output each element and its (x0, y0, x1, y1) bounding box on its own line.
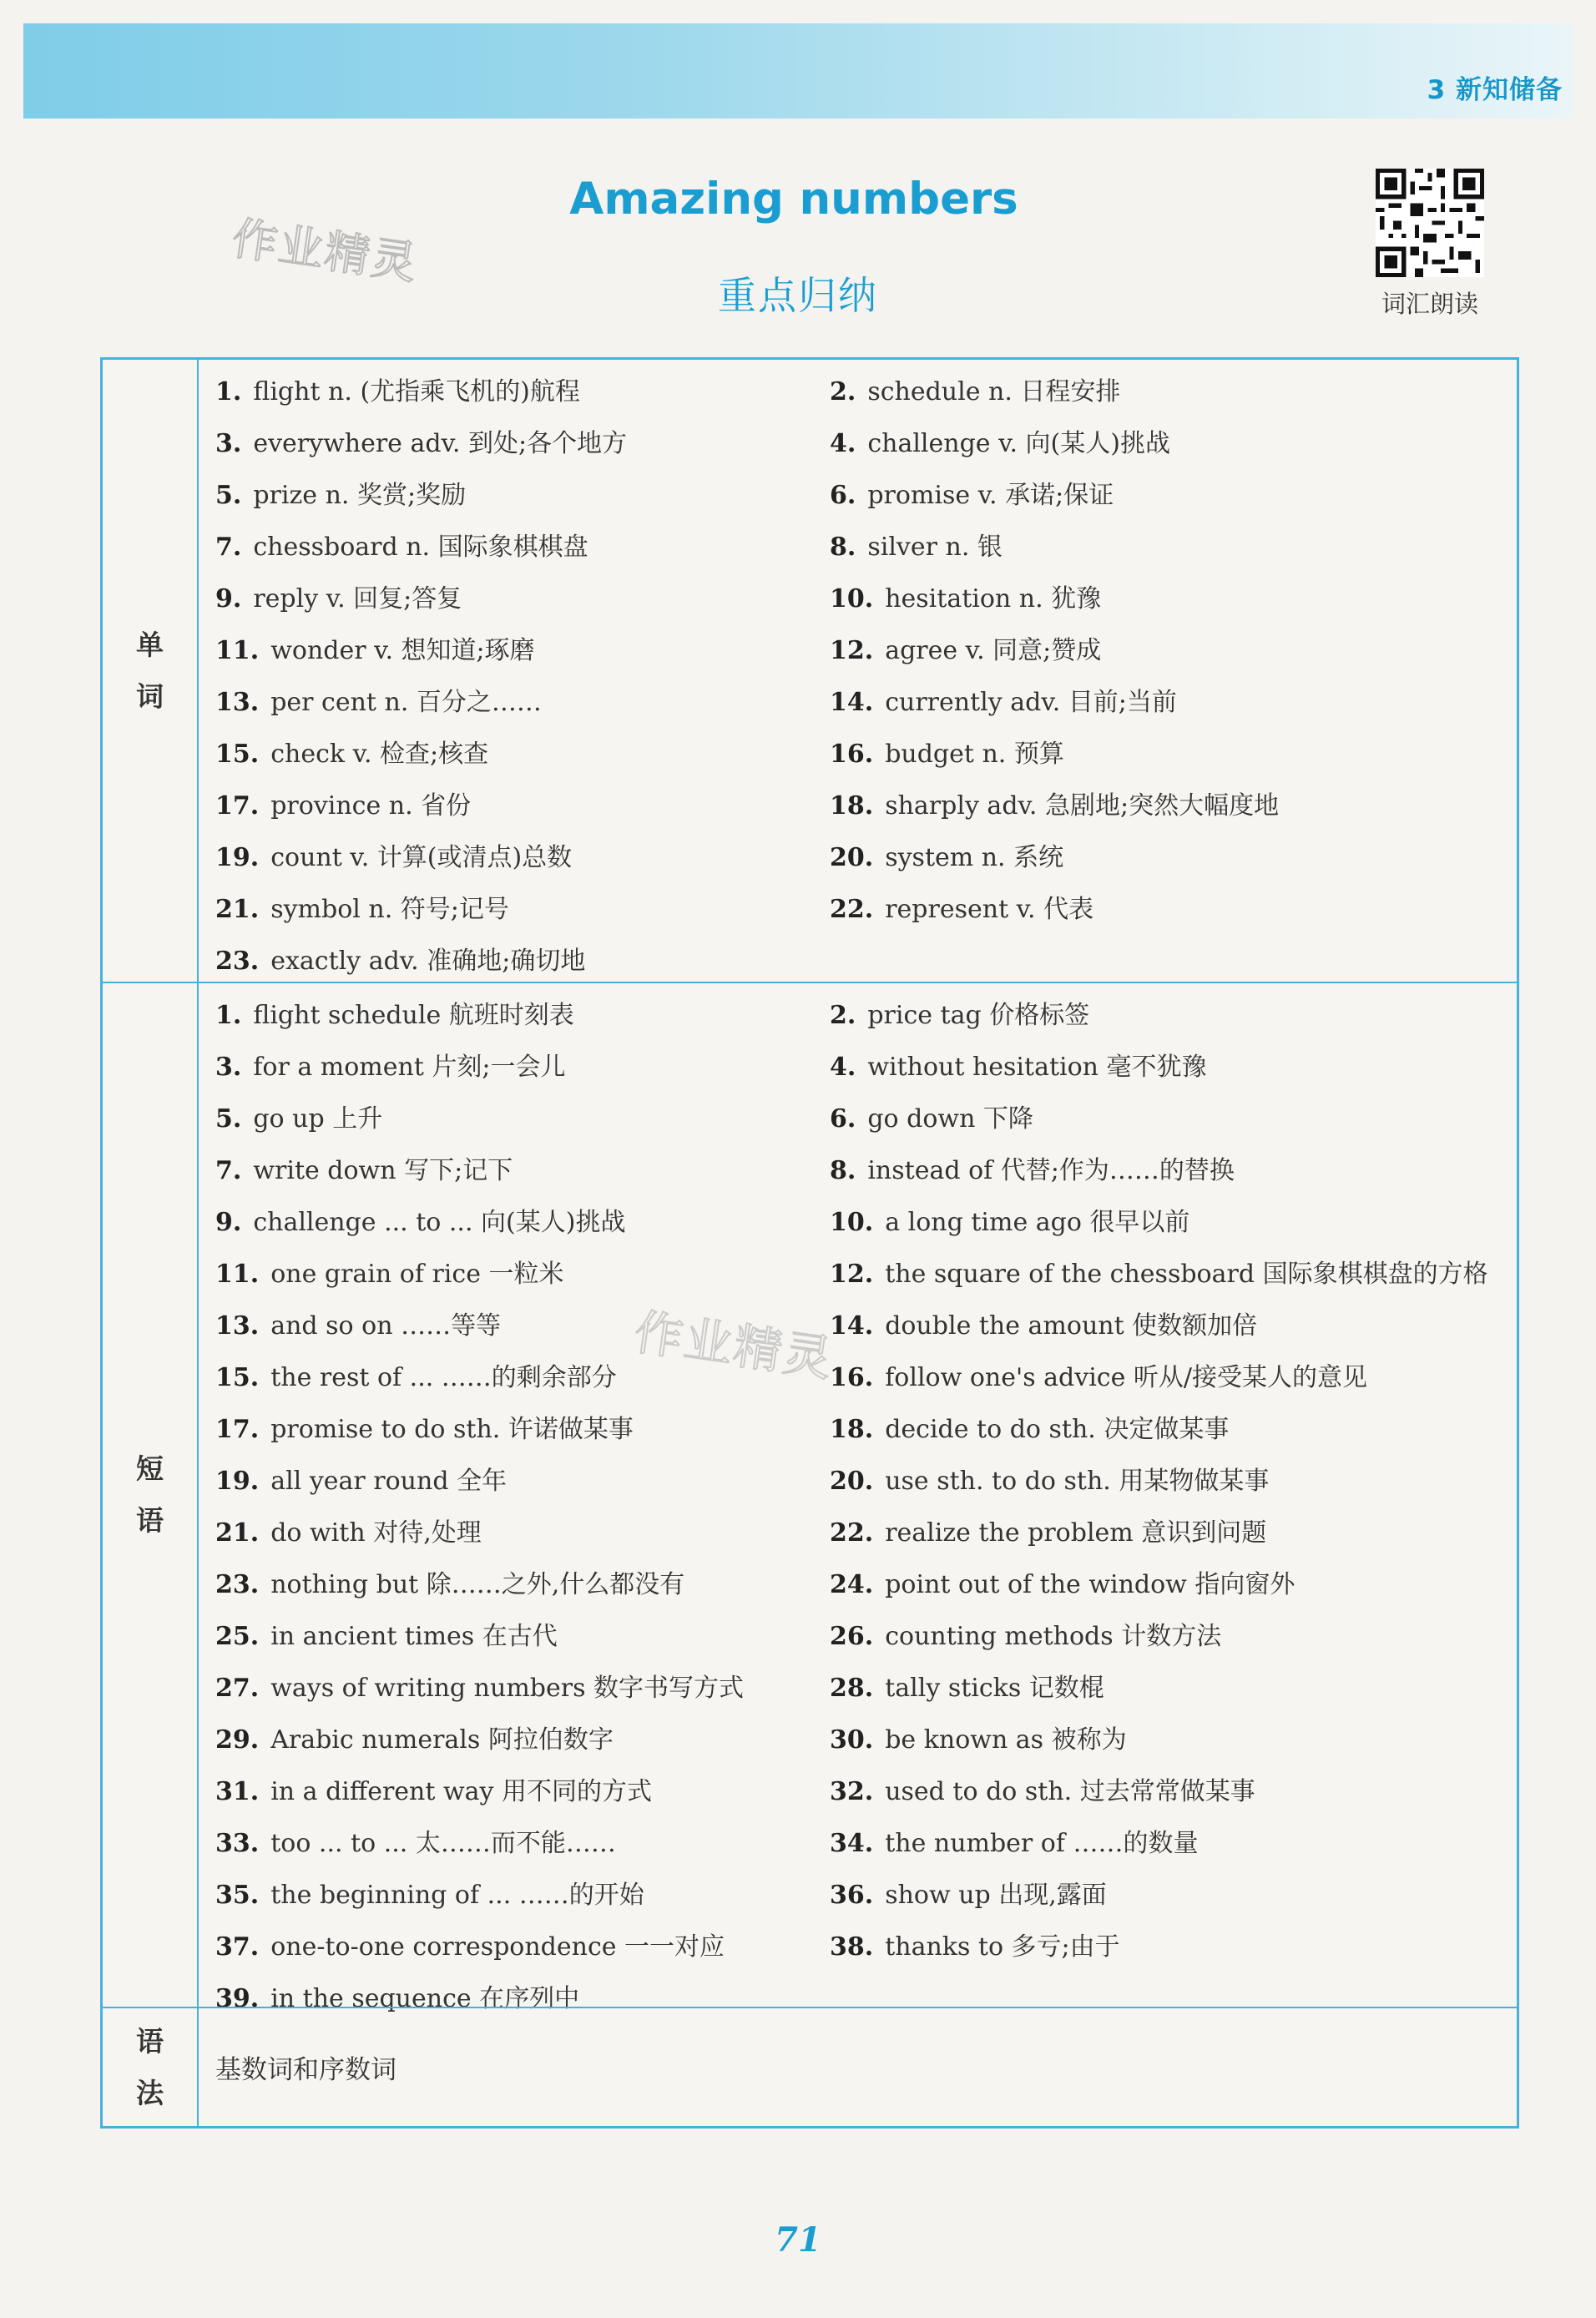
entry-text: agree v. 同意;赞成 (885, 636, 1102, 665)
entry-number: 15. (215, 1363, 260, 1392)
entry-text: reply v. 回复;答复 (253, 584, 462, 614)
phrase-entry (215, 1715, 830, 1766)
entry-number: 13. (215, 1311, 260, 1341)
entry-text: flight n. (尤指乘飞机的)航程 (253, 377, 580, 407)
phrase-entry (830, 1352, 1517, 1404)
entry-text: for a moment 片刻;一会儿 (253, 1053, 566, 1082)
watermark-logo: 作业精灵 (229, 211, 422, 290)
entry-text: in the sequence 在序列中 (270, 1984, 580, 2013)
phrase-entry (830, 1249, 1517, 1300)
phrase-entry (830, 1197, 1517, 1249)
entry-text: all year round 全年 (270, 1467, 508, 1496)
entry-number: 25. (215, 1622, 260, 1651)
section-label-vocabulary (103, 360, 199, 982)
entry-number: 18. (830, 1415, 874, 1444)
phrases-section (103, 982, 1517, 2013)
entry-text: in a different way 用不同的方式 (270, 1777, 652, 1806)
entry-number: 39. (215, 1984, 260, 2013)
page-title: Amazing numbers (569, 174, 1018, 225)
entry-number: 1. (215, 1001, 242, 1030)
phrase-entry (215, 1042, 830, 1093)
entry-number: 24. (830, 1570, 874, 1599)
phrase-entry (215, 1922, 830, 1973)
section-label-grammar (103, 2008, 199, 2126)
phrase-entry (830, 1145, 1517, 1197)
section-label-char: 语 (136, 2024, 164, 2058)
phrase-entry (830, 1870, 1517, 1922)
entry-text: follow one's advice 听从/接受某人的意见 (885, 1363, 1367, 1392)
entry-text: challenge v. 向(某人)挑战 (867, 429, 1170, 458)
entry-number: 13. (215, 688, 260, 717)
entry-text: prize n. 奖赏;奖励 (253, 481, 467, 510)
entry-text: province n. 省份 (270, 791, 472, 821)
phrase-entry (830, 1042, 1517, 1093)
entry-text: thanks to 多亏;由于 (885, 1932, 1120, 1962)
entry-number: 16. (830, 740, 874, 769)
entry-number: 19. (215, 843, 260, 872)
phrase-entry (215, 1093, 830, 1145)
phrase-entry (830, 1404, 1517, 1456)
entry-text: the rest of ... ……的剩余部分 (270, 1363, 617, 1392)
entry-text: double the amount 使数额加倍 (885, 1311, 1258, 1341)
entry-number: 36. (830, 1881, 874, 1910)
entry-number: 28. (830, 1674, 874, 1703)
entry-text: and so on ……等等 (270, 1311, 502, 1341)
phrase-entry (215, 1611, 830, 1663)
phrase-entry (830, 1559, 1517, 1611)
page-subtitle: 重点归纳 (718, 273, 878, 318)
entry-text: promise v. 承诺;保证 (867, 481, 1114, 510)
entry-number: 22. (830, 895, 874, 924)
entry-number: 8. (830, 533, 856, 562)
entry-number: 3. (215, 429, 242, 458)
section-label-char: 词 (136, 679, 164, 713)
entry-text: tally sticks 记数棍 (885, 1674, 1104, 1703)
entry-text: check v. 检查;核查 (270, 740, 489, 769)
section-label-char: 语 (136, 1504, 164, 1537)
entry-text: the number of ……的数量 (885, 1829, 1199, 1858)
entry-number: 31. (215, 1777, 260, 1806)
qr-label: 词汇朗读 (1381, 290, 1478, 318)
vocabulary-entry (830, 677, 1517, 729)
phrase-entry (215, 1197, 830, 1249)
entry-text: one-to-one correspondence 一一对应 (270, 1932, 725, 1962)
grammar-section (103, 2007, 1517, 2126)
entry-number: 6. (830, 1104, 856, 1134)
entry-text: point out of the window 指向窗外 (885, 1570, 1295, 1599)
vocabulary-entry (215, 522, 830, 573)
entry-number: 12. (830, 636, 874, 665)
entry-text: use sth. to do sth. 用某物做某事 (885, 1467, 1270, 1496)
entry-number: 10. (830, 584, 874, 614)
vocabulary-entry (830, 573, 1517, 625)
entry-text: wonder v. 想知道;琢磨 (270, 636, 535, 665)
entry-text: a long time ago 很早以前 (885, 1208, 1190, 1237)
entry-text: promise to do sth. 许诺做某事 (270, 1415, 634, 1444)
vocabulary-entry (215, 832, 830, 884)
entry-number: 1. (215, 377, 242, 407)
phrase-entry (830, 990, 1517, 1042)
phrase-entry (830, 1715, 1517, 1766)
entry-number: 21. (215, 1518, 260, 1548)
vocabulary-entry (830, 625, 1517, 677)
entry-text: budget n. 预算 (885, 740, 1064, 769)
entry-number: 35. (215, 1881, 260, 1910)
entry-text: the square of the chessboard 国际象棋棋盘的方格 (885, 1260, 1488, 1289)
entry-number: 4. (830, 429, 856, 458)
entry-text: one grain of rice 一粒米 (270, 1260, 564, 1289)
entry-text: silver n. 银 (867, 533, 1003, 562)
entry-number: 20. (830, 1467, 874, 1496)
phrase-entry (215, 1870, 830, 1922)
phrase-entry (830, 1456, 1517, 1507)
entry-text: be known as 被称为 (885, 1725, 1127, 1755)
vocabulary-entry (215, 418, 830, 470)
phrase-entry (215, 990, 830, 1042)
entry-text: show up 出现,露面 (885, 1881, 1107, 1910)
phrase-entry (215, 1766, 830, 1818)
phrase-entry (830, 1766, 1517, 1818)
vocabulary-entry (830, 522, 1517, 573)
entry-number: 38. (830, 1932, 874, 1962)
entry-number: 22. (830, 1518, 874, 1548)
entry-number: 15. (215, 740, 260, 769)
entry-number: 27. (215, 1674, 260, 1703)
entry-text: flight schedule 航班时刻表 (253, 1001, 574, 1030)
phrase-entry (215, 1404, 830, 1456)
entry-number: 2. (830, 1001, 856, 1030)
entry-number: 3. (215, 1053, 242, 1082)
entry-number: 5. (215, 1104, 242, 1134)
phrase-entry (830, 1663, 1517, 1715)
entry-number: 5. (215, 481, 242, 510)
entry-text: used to do sth. 过去常常做某事 (885, 1777, 1255, 1806)
phrase-entry (830, 1611, 1517, 1663)
entry-text: in ancient times 在古代 (270, 1622, 558, 1651)
entry-number: 32. (830, 1777, 874, 1806)
entry-number: 30. (830, 1725, 874, 1755)
entry-number: 10. (830, 1208, 874, 1237)
entry-text: price tag 价格标签 (867, 1001, 1090, 1030)
entry-number: 37. (215, 1932, 260, 1962)
phrase-entry (215, 1507, 830, 1559)
entry-text: write down 写下;记下 (253, 1156, 513, 1185)
entry-text: hesitation n. 犹豫 (885, 584, 1102, 614)
vocabulary-entry (830, 470, 1517, 522)
vocabulary-entry (215, 366, 830, 418)
entry-number: 9. (215, 584, 242, 614)
entry-text: the beginning of ... ……的开始 (270, 1881, 644, 1910)
vocabulary-section (103, 360, 1517, 982)
entry-number: 2. (830, 377, 856, 407)
phrase-entry (215, 1663, 830, 1715)
unit-label: 3 新知储备 (1427, 75, 1563, 105)
entry-text: sharply adv. 急剧地;突然大幅度地 (885, 791, 1280, 821)
phrases-list (215, 990, 1517, 2025)
entry-text: schedule n. 日程安排 (867, 377, 1121, 407)
entry-text: symbol n. 符号;记号 (270, 895, 509, 924)
entry-number: 14. (830, 1311, 874, 1341)
vocabulary-entry (830, 366, 1517, 418)
entry-text: without hesitation 毫不犹豫 (867, 1053, 1207, 1082)
phrase-entry (830, 1818, 1517, 1870)
entry-number: 23. (215, 1570, 260, 1599)
entry-number: 20. (830, 843, 874, 872)
phrase-entry (215, 1818, 830, 1870)
entry-text: system n. 系统 (885, 843, 1064, 872)
entry-number: 11. (215, 636, 260, 665)
entry-number: 7. (215, 1156, 242, 1185)
watermark-logo: 作业精灵 (630, 1303, 837, 1388)
phrase-entry (215, 1249, 830, 1300)
entry-number: 11. (215, 1260, 260, 1289)
entry-text: counting methods 计数方法 (885, 1622, 1222, 1651)
entry-text: realize the problem 意识到问题 (885, 1518, 1267, 1548)
summary-table (100, 357, 1519, 2129)
entry-text: represent v. 代表 (885, 895, 1094, 924)
entry-number: 16. (830, 1363, 874, 1392)
entry-text: exactly adv. 准确地;确切地 (270, 947, 586, 976)
phrase-entry (215, 1559, 830, 1611)
entry-number: 9. (215, 1208, 242, 1237)
entry-number: 7. (215, 533, 242, 562)
entry-text: go up 上升 (253, 1104, 383, 1134)
entry-text: everywhere adv. 到处;各个地方 (253, 429, 628, 458)
entry-number: 34. (830, 1829, 874, 1858)
entry-number: 12. (830, 1260, 874, 1289)
entry-text: nothing but 除……之外,什么都没有 (270, 1570, 685, 1599)
phrase-entry (830, 1922, 1517, 1973)
entry-text: Arabic numerals 阿拉伯数字 (270, 1725, 614, 1755)
entry-text: go down 下降 (867, 1104, 1033, 1134)
entry-number: 8. (830, 1156, 856, 1185)
entry-number: 6. (830, 481, 856, 510)
vocabulary-entry (830, 418, 1517, 470)
phrase-entry (830, 1300, 1517, 1352)
vocabulary-entry (830, 832, 1517, 884)
phrase-entry (215, 1145, 830, 1197)
entry-text: challenge ... to ... 向(某人)挑战 (253, 1208, 626, 1237)
entry-text: currently adv. 目前;当前 (885, 688, 1177, 717)
entry-number: 18. (830, 791, 874, 821)
vocabulary-entry (215, 625, 830, 677)
phrase-entry (830, 1507, 1517, 1559)
grammar-topic: 基数词和序数词 (215, 2055, 396, 2085)
vocabulary-entry (830, 780, 1517, 832)
vocabulary-entry (215, 677, 830, 729)
page-number: 71 (775, 2220, 821, 2260)
vocabulary-entry (215, 780, 830, 832)
vocabulary-entry (215, 884, 830, 936)
entry-text: count v. 计算(或清点)总数 (270, 843, 573, 872)
entry-text: do with 对待,处理 (270, 1518, 482, 1548)
entry-number: 17. (215, 791, 260, 821)
entry-number: 26. (830, 1622, 874, 1651)
entry-number: 21. (215, 895, 260, 924)
entry-number: 23. (215, 947, 260, 976)
vocabulary-list (215, 366, 1517, 987)
vocabulary-entry (830, 729, 1517, 780)
entry-number: 33. (215, 1829, 260, 1858)
entry-text: too ... to ... 太……而不能…… (270, 1829, 616, 1858)
phrase-entry (215, 1456, 830, 1507)
section-label-phrases (103, 983, 199, 2007)
section-label-char: 法 (136, 2076, 164, 2109)
vocabulary-entry (215, 936, 830, 987)
section-label-char: 短 (136, 1452, 164, 1485)
entry-number: 29. (215, 1725, 260, 1755)
vocabulary-entry (215, 470, 830, 522)
entry-text: ways of writing numbers 数字书写方式 (270, 1674, 744, 1703)
entry-number: 4. (830, 1053, 856, 1082)
entry-text: chessboard n. 国际象棋棋盘 (253, 533, 588, 562)
qr-code-icon[interactable] (1376, 169, 1484, 277)
phrase-entry (830, 1093, 1517, 1145)
vocabulary-entry (215, 573, 830, 625)
entry-number: 19. (215, 1467, 260, 1496)
section-label-char: 单 (136, 628, 164, 661)
entry-text: decide to do sth. 决定做某事 (885, 1415, 1230, 1444)
vocabulary-entry (830, 884, 1517, 936)
entry-number: 14. (830, 688, 874, 717)
entry-text: instead of 代替;作为……的替换 (867, 1156, 1235, 1185)
entry-text: per cent n. 百分之…… (270, 688, 542, 717)
entry-number: 17. (215, 1415, 260, 1444)
vocabulary-entry (215, 729, 830, 780)
header-banner (23, 23, 1573, 119)
